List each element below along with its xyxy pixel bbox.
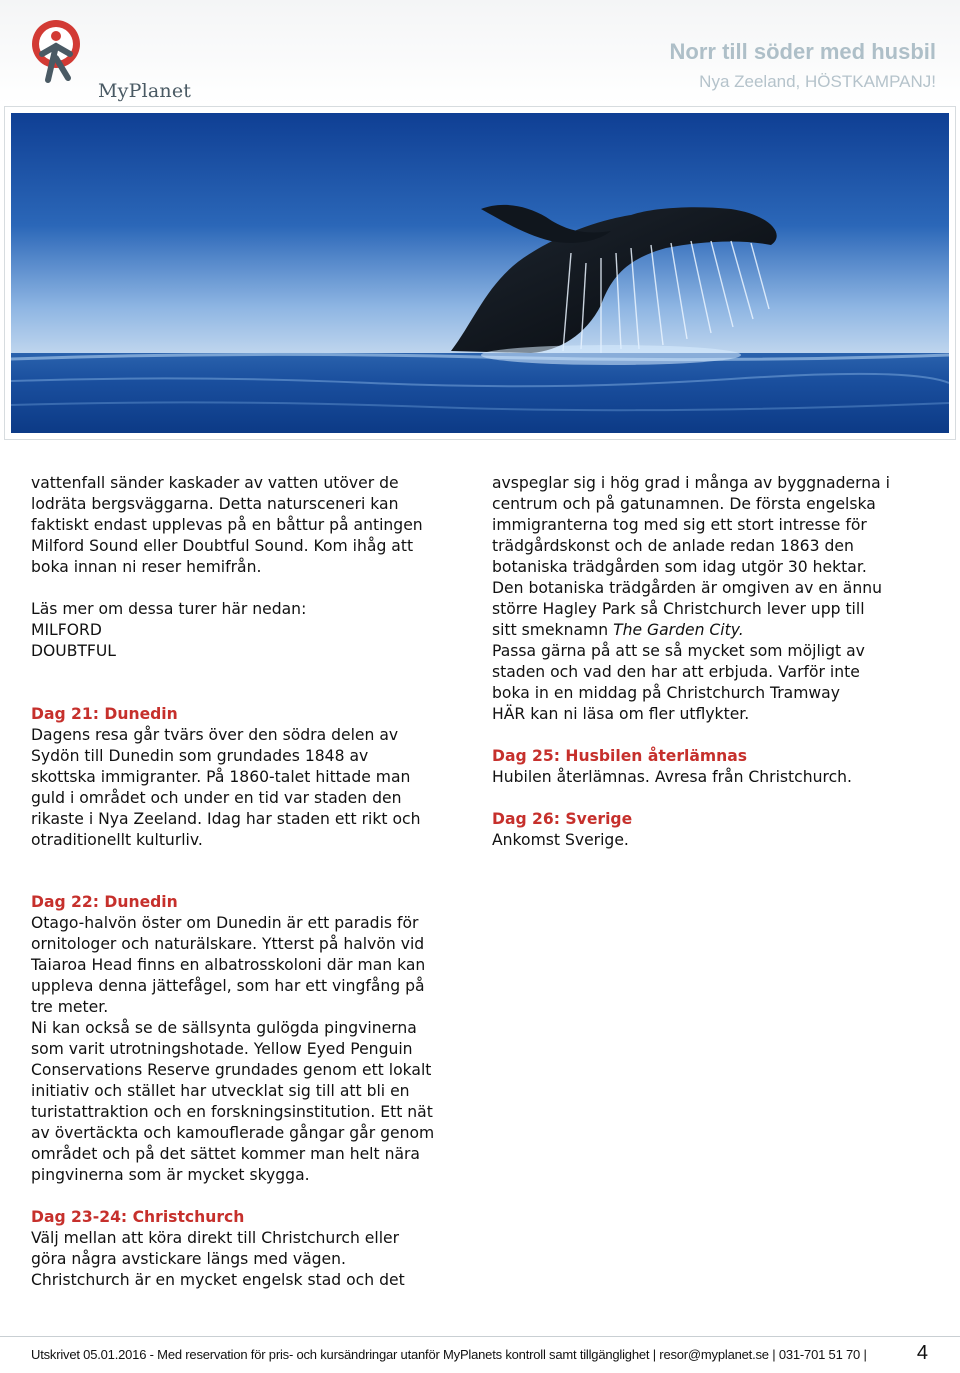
day-25-heading: Dag 25: Husbilen återlämnas — [492, 747, 748, 765]
day-22-line: Otago-halvön öster om Dunedin är ett paradis för — [31, 914, 419, 932]
page-title: Norr till söder med husbil — [669, 39, 936, 64]
day-22-line: uppleva denna jättefågel, som har ett vingfång på — [31, 977, 425, 995]
day-21-line: otraditionellt kulturliv. — [31, 831, 203, 849]
day-23-24-line: Christchurch är en mycket engelsk stad och det — [31, 1271, 405, 1289]
myplanet-logo[interactable] — [20, 14, 192, 102]
bottom-column — [31, 892, 481, 1291]
christchurch-line: Passa gärna på att se så mycket som möjligt av — [492, 642, 865, 660]
right-column — [492, 473, 932, 851]
day-25-text: Hubilen återlämnas. Avresa från Christchurch. — [492, 768, 852, 786]
christchurch-line: större Hagley Park så Christchurch lever upp till — [492, 600, 865, 618]
whale-tail-image — [11, 113, 949, 433]
har-link[interactable]: HÄR — [492, 705, 526, 723]
day-23-24-line: Välj mellan att köra direkt till Christchurch eller — [31, 1229, 400, 1247]
page-subtitle: Nya Zeeland, HÖSTKAMPANJ! — [699, 72, 936, 91]
christchurch-line: staden och vad den har att erbjuda. Varför inte — [492, 663, 860, 681]
doubtful-link[interactable]: DOUBTFUL — [31, 642, 116, 660]
christchurch-line: centrum och på gatunamnen. De första engelska — [492, 495, 876, 513]
milford-link[interactable]: MILFORD — [31, 621, 102, 639]
day-21-line: Sydön till Dunedin som grundades 1848 av — [31, 747, 369, 765]
christchurch-line: immigranterna tog med sig ett stort intresse för — [492, 516, 867, 534]
day-22-line: ornitologer och naturälskare. Ytterst på halvön vid — [31, 935, 425, 953]
day-23-24-line: göra några avstickare längs med vägen. — [31, 1250, 346, 1268]
christchurch-line: Den botaniska trädgården är omgiven av en ännu — [492, 579, 882, 597]
day-26-heading: Dag 26: Sverige — [492, 810, 633, 828]
excursions-text: kan ni läsa om fler utflykter. — [525, 705, 750, 723]
intro-line: faktiskt endast upplevas på en båttur på antingen — [31, 516, 423, 534]
page-footer — [0, 1336, 960, 1373]
christchurch-line: boka in en middag på Christchurch Tramway — [492, 684, 840, 702]
day-21-heading: Dag 21: Dunedin — [31, 705, 178, 723]
day-23-24-heading: Dag 23-24: Christchurch — [31, 1208, 245, 1226]
excursions-line — [492, 704, 932, 725]
day-22-line: av övertäckta och kamouflerade gångar går genom — [31, 1124, 435, 1142]
intro-line: boka innan ni reser hemifrån. — [31, 558, 262, 576]
day-26-text: Ankomst Sverige. — [492, 831, 629, 849]
hero-photo-frame — [4, 106, 956, 440]
day-21-line: skottska immigranter. På 1860-talet hittade man — [31, 768, 411, 786]
day-22-line: tre meter. — [31, 998, 109, 1016]
nickname-line — [492, 620, 932, 641]
day-22-line: initiativ och stället har utvecklat sig till att bli en — [31, 1082, 410, 1100]
christchurch-line: avspeglar sig i hög grad i många av byggnaderna i — [492, 474, 890, 492]
day-21-line: Dagens resa går tvärs över den södra delen av — [31, 726, 399, 744]
page-number: 4 — [916, 1342, 928, 1364]
day-22-line: som varit utrotningshotade. Yellow Eyed Penguin — [31, 1040, 413, 1058]
christchurch-line: botaniska trädgården som idag utgör 30 hektar. — [492, 558, 867, 576]
day-21-line: rikaste i Nya Zeeland. Idag har staden ett rikt och — [31, 810, 421, 828]
footer-text: Utskrivet 05.01.2016 - Med reservation för pris- och kursändringar utanför MyPlanets kontroll samt tillgänglighet | resor@myplanet.se | 031-701 51 70 | — [31, 1347, 867, 1362]
logo-wordmark: MyPlanet — [98, 80, 192, 102]
day-22-line: Conservations Reserve grundades genom ett lokalt — [31, 1061, 432, 1079]
day-22-line: Taiaroa Head finns en albatrosskoloni där man kan — [31, 956, 426, 974]
day-22-line: turistattraktion och en forskningsinstitution. Ett nät — [31, 1103, 433, 1121]
day-22-line: Ni kan också se de sällsynta gulögda pingvinerna — [31, 1019, 417, 1037]
intro-line: vattenfall sänder kaskader av vatten utöver de — [31, 474, 399, 492]
left-column — [31, 473, 461, 851]
day-22-heading: Dag 22: Dunedin — [31, 893, 178, 911]
garden-city-nickname: The Garden City. — [613, 621, 744, 639]
intro-line: Milford Sound eller Doubtful Sound. Kom ihåg att — [31, 537, 414, 555]
read-more-text: Läs mer om dessa turer här nedan: — [31, 600, 307, 618]
day-21-line: guld i området och under en tid var staden den — [31, 789, 402, 807]
day-22-line: området och på det sättet kommer man helt nära — [31, 1145, 420, 1163]
intro-line: lodräta bergsväggarna. Detta natursceneri kan — [31, 495, 399, 513]
nickname-prefix: sitt smeknamn — [492, 621, 614, 639]
day-22-line: pingvinerna som är mycket skygga. — [31, 1166, 310, 1184]
christchurch-line: trädgårdskonst och de anlade redan 1863 den — [492, 537, 854, 555]
